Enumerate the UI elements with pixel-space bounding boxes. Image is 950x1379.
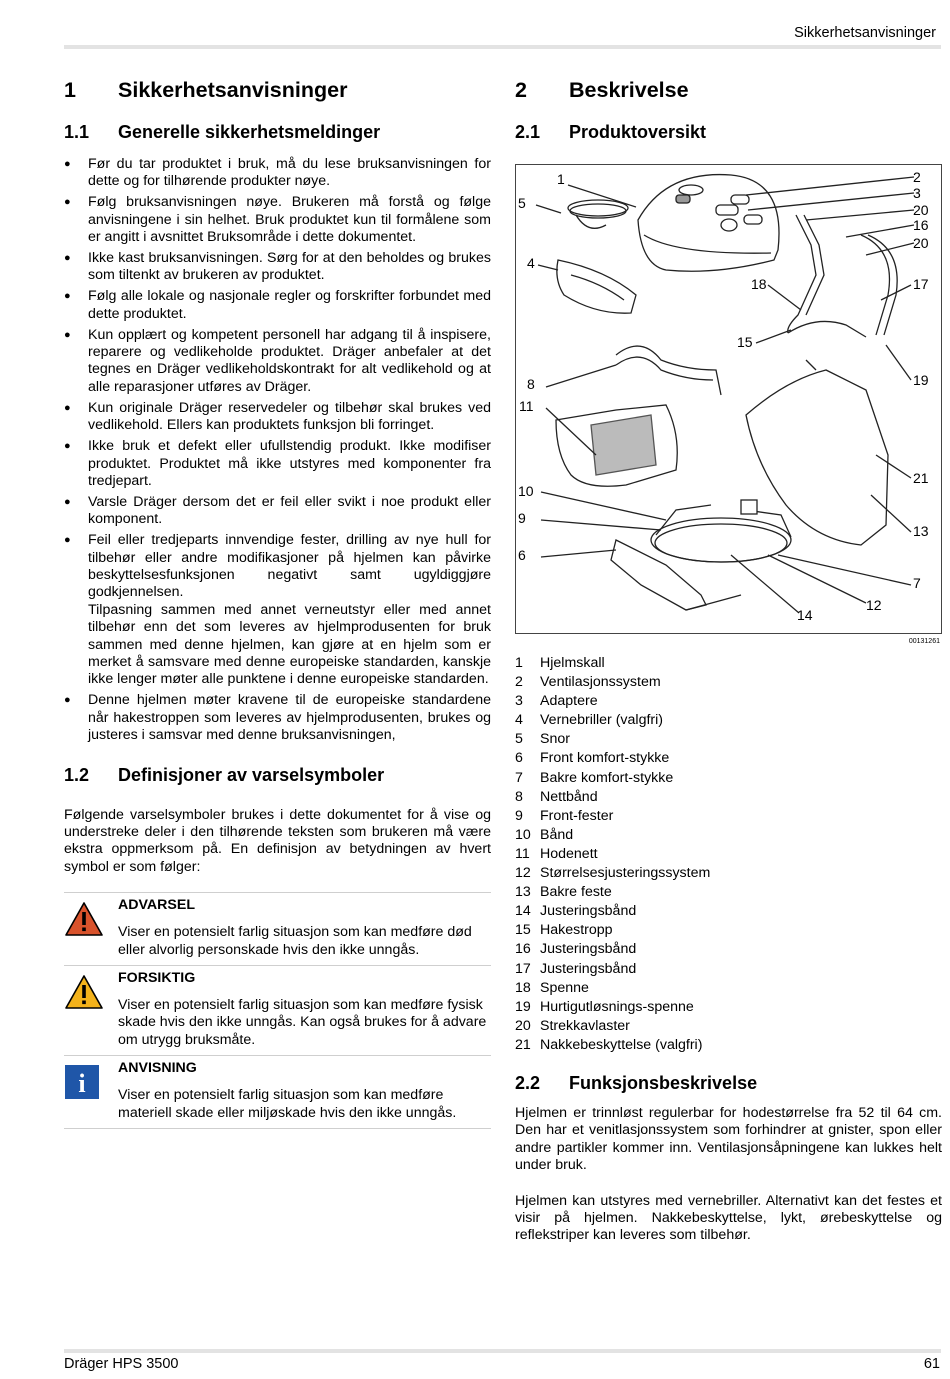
list-item xyxy=(515,864,942,883)
callout-21: 21 xyxy=(913,470,929,486)
list-item: ● Ikke bruk et defekt eller ufullstendig produkt. Ikke modifiser produktet. Produktet må ikke utstyres med komponenter fra tredjepart. xyxy=(64,438,491,490)
section-1-1-heading xyxy=(64,120,491,144)
part-label: Adaptere xyxy=(540,693,598,710)
left-column xyxy=(64,76,491,1129)
safety-bullet-list xyxy=(64,156,491,745)
section-title: Generelle sikkerhetsmeldinger xyxy=(118,122,381,142)
part-number: 3 xyxy=(515,693,523,710)
list-item xyxy=(515,998,942,1017)
warning-title: FORSIKTIG xyxy=(118,969,196,986)
right-column xyxy=(515,76,942,1245)
page-number: 61 xyxy=(923,1356,940,1372)
list-item xyxy=(515,788,942,807)
list-item xyxy=(515,883,942,902)
list-item xyxy=(515,730,942,749)
function-paragraph-2: Hjelmen kan utstyres med vernebriller. Alternativt kan det festes et visir på hjelmen. Nakkebeskyttelse, lykt, ørebeskyttelse og reflekstriper kan leveres som tilbehør. xyxy=(515,1192,942,1244)
callout-7: 7 xyxy=(913,575,921,591)
callout-8: 8 xyxy=(527,376,535,392)
figure-id: 00131261 xyxy=(908,638,940,645)
part-label: Ventilasjonssystem xyxy=(540,674,661,691)
running-header: Sikkerhetsanvisninger xyxy=(794,25,936,41)
warning-title: ANVISNING xyxy=(118,1060,197,1077)
warning-text: Viser en potensielt farlig situasjon som kan medføre død eller alvorlig personskade hvis den ikke unngås. xyxy=(118,924,472,958)
callout-11: 11 xyxy=(519,398,534,414)
section-title: Definisjoner av varselsymboler xyxy=(118,764,385,785)
part-number: 21 xyxy=(515,1036,531,1053)
list-item xyxy=(515,940,942,959)
callout-17: 17 xyxy=(913,276,929,292)
part-number: 18 xyxy=(515,979,531,996)
section-2-1-heading xyxy=(515,120,942,144)
callout-14: 14 xyxy=(797,607,813,623)
warning-intro-paragraph: Følgende varselsymboler brukes i dette dokumentet for å vise og understreke deler i den tilhørende teksten som brukeren må være ekstra oppmerksom på. En definisjon av betydningen av hvert symbol er som følger: xyxy=(64,806,491,875)
list-item: ● Ikke kast bruksanvisningen. Sørg for at den beholdes og brukes som tiltenkt av brukeren av produktet. xyxy=(64,250,491,285)
part-number: 4 xyxy=(515,712,523,729)
callout-13: 13 xyxy=(913,523,929,539)
section-2-2-heading xyxy=(515,1071,942,1095)
part-label: Nettbånd xyxy=(540,788,598,805)
part-label: Hodenett xyxy=(540,845,598,862)
list-item: ● Følg bruksanvisningen nøye. Brukeren må forstå og følge anvisningene i sin helhet. Bruk produktet kun til formålene som er angitt i avsnittet Bruksområde i dette dokumentet. xyxy=(64,194,491,246)
warning-box-forsiktig xyxy=(64,965,491,1055)
warning-triangle-icon xyxy=(64,970,118,1049)
helmet-exploded-drawing xyxy=(516,165,941,633)
list-item xyxy=(515,1036,942,1055)
footer-product: Dräger HPS 3500 xyxy=(64,1356,179,1372)
callout-16: 16 xyxy=(913,217,929,233)
part-number: 17 xyxy=(515,960,531,977)
part-number: 13 xyxy=(515,884,531,901)
list-item xyxy=(515,902,942,921)
part-label: Front komfort-stykke xyxy=(540,750,670,767)
part-label: Justeringsbånd xyxy=(540,960,637,977)
section-1-2-heading xyxy=(64,763,491,787)
list-item xyxy=(515,1017,942,1036)
callout-4: 4 xyxy=(527,255,535,271)
section-number: 2.1 xyxy=(515,122,541,142)
list-item: ● Følg alle lokale og nasjonale regler og forskrifter forbundet med dette produktet. xyxy=(64,288,491,323)
list-item-text-continued: Tilpasning sammen med annet verneutstyr eller med annet tilbehør enn det som leveres av hjelmprodusenten for bruk sammen med denne hjelmen, kan gjøre at en hjelm som er merket å samsvare med denne europeiske standarden, kanskje ikke lenger møter alle punktene i denne europeiske standarden. xyxy=(88,601,491,688)
callout-3: 3 xyxy=(913,185,921,201)
part-label: Størrelsesjusteringssystem xyxy=(540,865,711,882)
list-item xyxy=(515,692,942,711)
part-label: Hjelmskall xyxy=(540,655,605,671)
list-item: ● Denne hjelmen møter kravene til de europeiske standardene når hakestroppen som leveres av hjelmprodusenten, brukes og justeres i samsvar med denne bruksanvisningen, xyxy=(64,692,491,744)
parts-list xyxy=(515,654,942,1055)
part-number: 5 xyxy=(515,731,523,748)
section-title: Beskrivelse xyxy=(569,78,689,102)
list-item xyxy=(515,960,942,979)
part-number: 15 xyxy=(515,922,531,939)
section-2-heading xyxy=(515,76,942,104)
section-number: 1.1 xyxy=(64,122,90,142)
part-number: 16 xyxy=(515,941,531,958)
list-item xyxy=(515,673,942,692)
part-number: 1 xyxy=(515,655,523,671)
part-label: Spenne xyxy=(540,979,589,996)
callout-15: 15 xyxy=(737,334,753,350)
part-label: Hakestropp xyxy=(540,922,613,939)
warning-box-anvisning xyxy=(64,1055,491,1129)
part-number: 12 xyxy=(515,865,531,882)
function-paragraph-1: Hjelmen er trinnløst regulerbar for hodestørrelse fra 52 til 64 cm. Den har et venitlasjonssystem som forhindrer at gnister, spon eller andre partikler kommer inn. Ventilasjonsåpningene kan lukkes helt under bruk. xyxy=(515,1104,942,1174)
warning-text: Viser en potensielt farlig situasjon som kan medføre materiell skade eller miljøskade hvis den ikke unngås. xyxy=(118,1087,457,1121)
callout-18: 18 xyxy=(751,276,767,292)
part-label: Nakkebeskyttelse (valgfri) xyxy=(540,1036,703,1053)
part-label: Bakre feste xyxy=(540,884,612,901)
part-number: 8 xyxy=(515,788,523,805)
list-item xyxy=(515,654,942,673)
list-item xyxy=(515,845,942,864)
section-number: 2 xyxy=(515,78,527,102)
warning-title: ADVARSEL xyxy=(118,897,195,914)
list-item xyxy=(515,769,942,788)
warning-definitions xyxy=(64,892,491,1129)
section-title: Funksjonsbeskrivelse xyxy=(569,1072,758,1093)
warning-triangle-icon xyxy=(64,897,118,959)
section-number: 1 xyxy=(64,78,76,102)
callout-12: 12 xyxy=(866,597,882,613)
callout-2: 2 xyxy=(913,169,921,185)
part-number: 11 xyxy=(515,845,530,862)
section-number: 1.2 xyxy=(64,764,90,785)
part-label: Hurtigutløsnings-spenne xyxy=(540,998,694,1015)
list-item xyxy=(64,532,491,689)
part-number: 9 xyxy=(515,807,523,824)
list-item xyxy=(515,979,942,998)
part-number: 19 xyxy=(515,998,531,1015)
part-number: 10 xyxy=(515,826,531,843)
part-label: Front-fester xyxy=(540,807,614,824)
callout-10: 10 xyxy=(518,483,534,499)
list-item xyxy=(515,749,942,768)
callout-9: 9 xyxy=(518,510,526,526)
list-item xyxy=(515,807,942,826)
section-1-heading xyxy=(64,76,491,104)
part-label: Justeringsbånd xyxy=(540,903,637,920)
callout-20: 20 xyxy=(913,202,929,218)
svg-text:i: i xyxy=(78,1069,86,1099)
part-label: Bånd xyxy=(540,826,574,843)
callout-6: 6 xyxy=(518,547,526,563)
callout-1: 1 xyxy=(557,171,565,187)
list-item xyxy=(515,711,942,730)
part-number: 6 xyxy=(515,750,523,767)
part-label: Snor xyxy=(540,731,570,748)
warning-text: Viser en potensielt farlig situasjon som kan medføre fysisk skade hvis den ikke unngås. Kan også brukes for å advare om utrygg bruksmåte. xyxy=(118,996,487,1048)
part-number: 14 xyxy=(515,903,531,920)
list-item: ● Før du tar produktet i bruk, må du lese bruksanvisningen for dette og for tilhørende produkter nøye. xyxy=(64,156,491,191)
part-label: Strekkavlaster xyxy=(540,1017,630,1034)
footer-rule xyxy=(64,1349,941,1353)
section-title: Produktoversikt xyxy=(569,122,707,142)
callout-19: 19 xyxy=(913,372,929,388)
part-number: 2 xyxy=(515,674,523,691)
callout-5: 5 xyxy=(518,195,526,211)
part-label: Justeringsbånd xyxy=(540,941,637,958)
part-label: Bakre komfort-stykke xyxy=(540,769,674,786)
product-overview-figure xyxy=(515,164,942,645)
info-icon xyxy=(64,1060,118,1122)
list-item xyxy=(515,826,942,845)
part-label: Vernebriller (valgfri) xyxy=(540,712,663,729)
part-number: 7 xyxy=(515,769,523,786)
list-item: ● Kun originale Dräger reservedeler og tilbehør skal brukes ved vedlikehold. Ellers kan produktets funksjon bli forringet. xyxy=(64,400,491,435)
list-item-text: ● Feil eller tredjeparts innvendige fester, drilling av nye hull for tilbehør eller andre modifikasjoner på hjelmen kan påvirke beskyttelsesfunksjonen negativt samt ugyldiggjøre godkjennelsen. xyxy=(88,532,491,601)
callout-20b: 20 xyxy=(913,235,929,251)
list-item: ● Varsle Dräger dersom det er feil eller svikt i noe produkt eller komponent. xyxy=(64,494,491,529)
section-number: 2.2 xyxy=(515,1072,541,1093)
list-item: ● Kun opplært og kompetent personell har adgang til å inspisere, reparere og vedlikeholde produktet. Dräger anbefaler at det tegnes en Dräger vedlikeholdskontrakt for alt vedlikehold og at alle reparasjoner utføres av Dräger. xyxy=(64,327,491,397)
list-item xyxy=(515,921,942,940)
part-number: 20 xyxy=(515,1017,531,1034)
section-title: Sikkerhetsanvisninger xyxy=(118,78,348,102)
warning-box-advarsel xyxy=(64,892,491,965)
header-rule xyxy=(64,45,941,49)
